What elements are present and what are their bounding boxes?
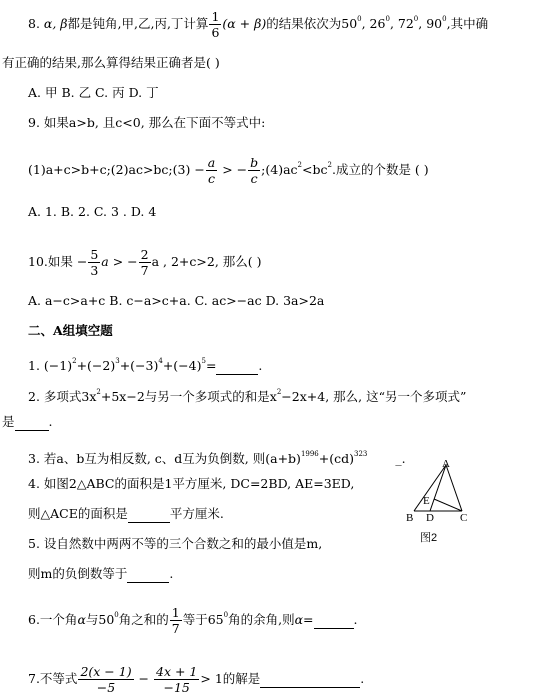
- frac-numerator: 2(x − 1): [80, 664, 132, 679]
- degree-sup: 0: [413, 15, 419, 23]
- q8-fraction: [209, 9, 221, 40]
- side-ab: [414, 465, 446, 511]
- triangle-figure: [396, 455, 486, 550]
- f3-part: _.: [395, 451, 406, 466]
- q8-greek: α, β: [43, 16, 68, 31]
- figure-caption: 图2: [420, 532, 438, 544]
- q8-text6: ,其中确: [446, 16, 489, 31]
- fill3: [28, 446, 406, 467]
- frac-numerator: b: [250, 155, 259, 170]
- degree-sup: 0: [357, 15, 362, 23]
- side-ac: [446, 465, 462, 511]
- q10-part1: 10.如果 −: [28, 254, 88, 269]
- q10-part3: a , 2+c>2, 那么( ): [151, 254, 262, 269]
- q9-statements: [28, 155, 429, 186]
- f6-part: 与50: [85, 612, 115, 627]
- fill7: [28, 664, 364, 695]
- frac-denominator: 3: [90, 263, 99, 278]
- fill6: [28, 605, 358, 636]
- f7-frac2: [154, 664, 199, 695]
- q9-stem: 9. 如果a>b, 且c<0, 那么在下面不等式中:: [28, 115, 266, 130]
- fill5-line1: 5. 设自然数中两两不等的三个合数之和的最小值是m,: [28, 536, 323, 551]
- q8-line2: 有正确的结果,那么算得结果正确者是( ): [2, 55, 220, 70]
- f7-part: .: [360, 671, 365, 686]
- q8-options: A. 甲 B. 乙 C. 丙 D. 丁: [28, 85, 159, 100]
- f1-part: =: [205, 358, 217, 373]
- q8-sum: (α + β): [222, 16, 267, 31]
- f2-part: +5x−2与另一个多项式的和是x: [100, 389, 277, 404]
- exponent: 323: [354, 450, 368, 458]
- degree-sup: 0: [385, 15, 390, 23]
- q9-part4: <bc: [302, 162, 328, 177]
- fill2-line1: [28, 384, 466, 405]
- f6-part: =: [303, 612, 314, 627]
- f6-part: 等于65: [182, 612, 224, 627]
- answer-blank[interactable]: [15, 414, 49, 431]
- label-e: E: [423, 495, 430, 507]
- q9-frac-b: [248, 155, 260, 186]
- f2-part: 2. 多项式3x: [28, 389, 97, 404]
- exponent: 2: [327, 161, 332, 169]
- answer-blank[interactable]: [127, 566, 169, 583]
- label-b: B: [406, 512, 414, 524]
- f1-part: 1. (−1): [28, 358, 73, 373]
- f7-part: > 1的解是: [200, 671, 261, 686]
- label-d: D: [426, 512, 434, 524]
- answer-gap: [367, 451, 395, 467]
- fill4-line2: [28, 506, 224, 523]
- f6-part: 角的余角,则: [228, 612, 295, 627]
- segment-ad: [430, 465, 446, 511]
- label-a: A: [442, 458, 450, 470]
- exponent: 4: [158, 357, 163, 365]
- q8-text2: 的结果依次为50: [266, 16, 358, 31]
- answer-blank[interactable]: [314, 612, 354, 629]
- label-c: C: [460, 512, 468, 524]
- exponent: 1996: [300, 450, 319, 458]
- q9-options: A. 1. B. 2. C. 3 . D. 4: [28, 204, 157, 219]
- f4-part: 则△ACE的面积是: [28, 506, 128, 521]
- q9-frac-a: [206, 155, 217, 186]
- f1-part: +(−3): [119, 358, 159, 373]
- q8-text4: , 72: [389, 16, 414, 31]
- q8-text5: , 90: [418, 16, 443, 31]
- f4-part: 平方厘米.: [169, 506, 224, 521]
- degree-sup: 0: [114, 611, 119, 619]
- section-heading: 二、A组填空题: [28, 323, 113, 338]
- frac-numerator: 2: [140, 247, 149, 262]
- answer-blank[interactable]: [216, 358, 258, 375]
- f7-frac1: [78, 664, 133, 695]
- fill5-line2: [28, 566, 173, 583]
- exponent: 2: [72, 357, 77, 365]
- frac-denominator: c: [208, 171, 216, 186]
- frac-numerator: 4x + 1: [156, 664, 198, 679]
- q10-part2: a > −: [101, 254, 138, 269]
- q10-stem: [28, 247, 262, 278]
- frac-denominator: 7: [171, 621, 180, 636]
- exponent: 2: [276, 388, 282, 396]
- fill1: [28, 353, 262, 375]
- f6-part: 角之和的: [118, 612, 169, 627]
- q8-line1: [28, 9, 488, 40]
- fill2-line2: [2, 414, 53, 431]
- frac-numerator: 5: [90, 247, 99, 262]
- q9-part3: ;(4)ac: [261, 162, 298, 177]
- answer-blank[interactable]: [128, 506, 170, 523]
- frac-denominator: 6: [211, 25, 220, 40]
- degree-sup: 0: [223, 611, 229, 619]
- exponent: 5: [201, 357, 206, 365]
- frac-denominator: 7: [140, 263, 149, 278]
- f6-fraction: [170, 605, 182, 636]
- q9-part1: (1)a+c>b+c;(2)ac>bc;(3) −: [28, 162, 205, 177]
- q10-options: A. a−c>a+c B. c−a>c+a. C. ac>−ac D. 3a>2a: [28, 293, 325, 308]
- q8-text3: , 26: [361, 16, 386, 31]
- f2-part: .: [48, 414, 53, 429]
- exponent: 2: [96, 388, 101, 396]
- f1-part: .: [258, 358, 263, 373]
- frac-denominator: −5: [96, 680, 116, 695]
- f6-part: 6.一个角: [28, 612, 78, 627]
- f2-part: −2x+4, 那么, 这“另一个多项式”: [281, 389, 467, 404]
- frac-denominator: c: [250, 171, 258, 186]
- q8-number: 8.: [28, 16, 44, 31]
- f5-part: 则m的负倒数等于: [28, 566, 128, 581]
- frac-numerator: 1: [211, 9, 220, 24]
- f1-part: +(−2): [76, 358, 116, 373]
- segment-ce: [434, 499, 462, 511]
- exponent: 3: [115, 357, 120, 365]
- fill4-line1: 4. 如图2△ABC的面积是1平方厘米, DC=2BD, AE=3ED,: [28, 476, 355, 491]
- f5-part: .: [169, 566, 174, 581]
- q9-part2: > −: [218, 162, 248, 177]
- greek-alpha: α: [294, 612, 304, 627]
- q9-part5: .成立的个数是 ( ): [331, 162, 429, 177]
- f3-part: 3. 若a、b互为相反数, c、d互为负倒数, 则(a+b): [28, 451, 301, 466]
- greek-alpha: α: [77, 612, 86, 627]
- answer-blank[interactable]: [260, 671, 360, 688]
- f7-part: 7.不等式: [28, 671, 78, 686]
- f7-part: −: [134, 671, 153, 686]
- f2-part: 是: [2, 414, 15, 429]
- degree-sup: 0: [442, 15, 447, 23]
- f3-part: +(cd): [318, 451, 354, 466]
- frac-denominator: −15: [163, 680, 190, 695]
- q10-frac1: [88, 247, 100, 278]
- q8-text: 都是钝角,甲,乙,丙,丁计算: [67, 16, 209, 31]
- frac-numerator: 1: [171, 605, 180, 620]
- f6-part: .: [353, 612, 358, 627]
- exponent: 2: [297, 161, 303, 169]
- frac-numerator: a: [207, 155, 216, 170]
- f1-part: +(−4): [162, 358, 202, 373]
- q10-frac2: [139, 247, 151, 278]
